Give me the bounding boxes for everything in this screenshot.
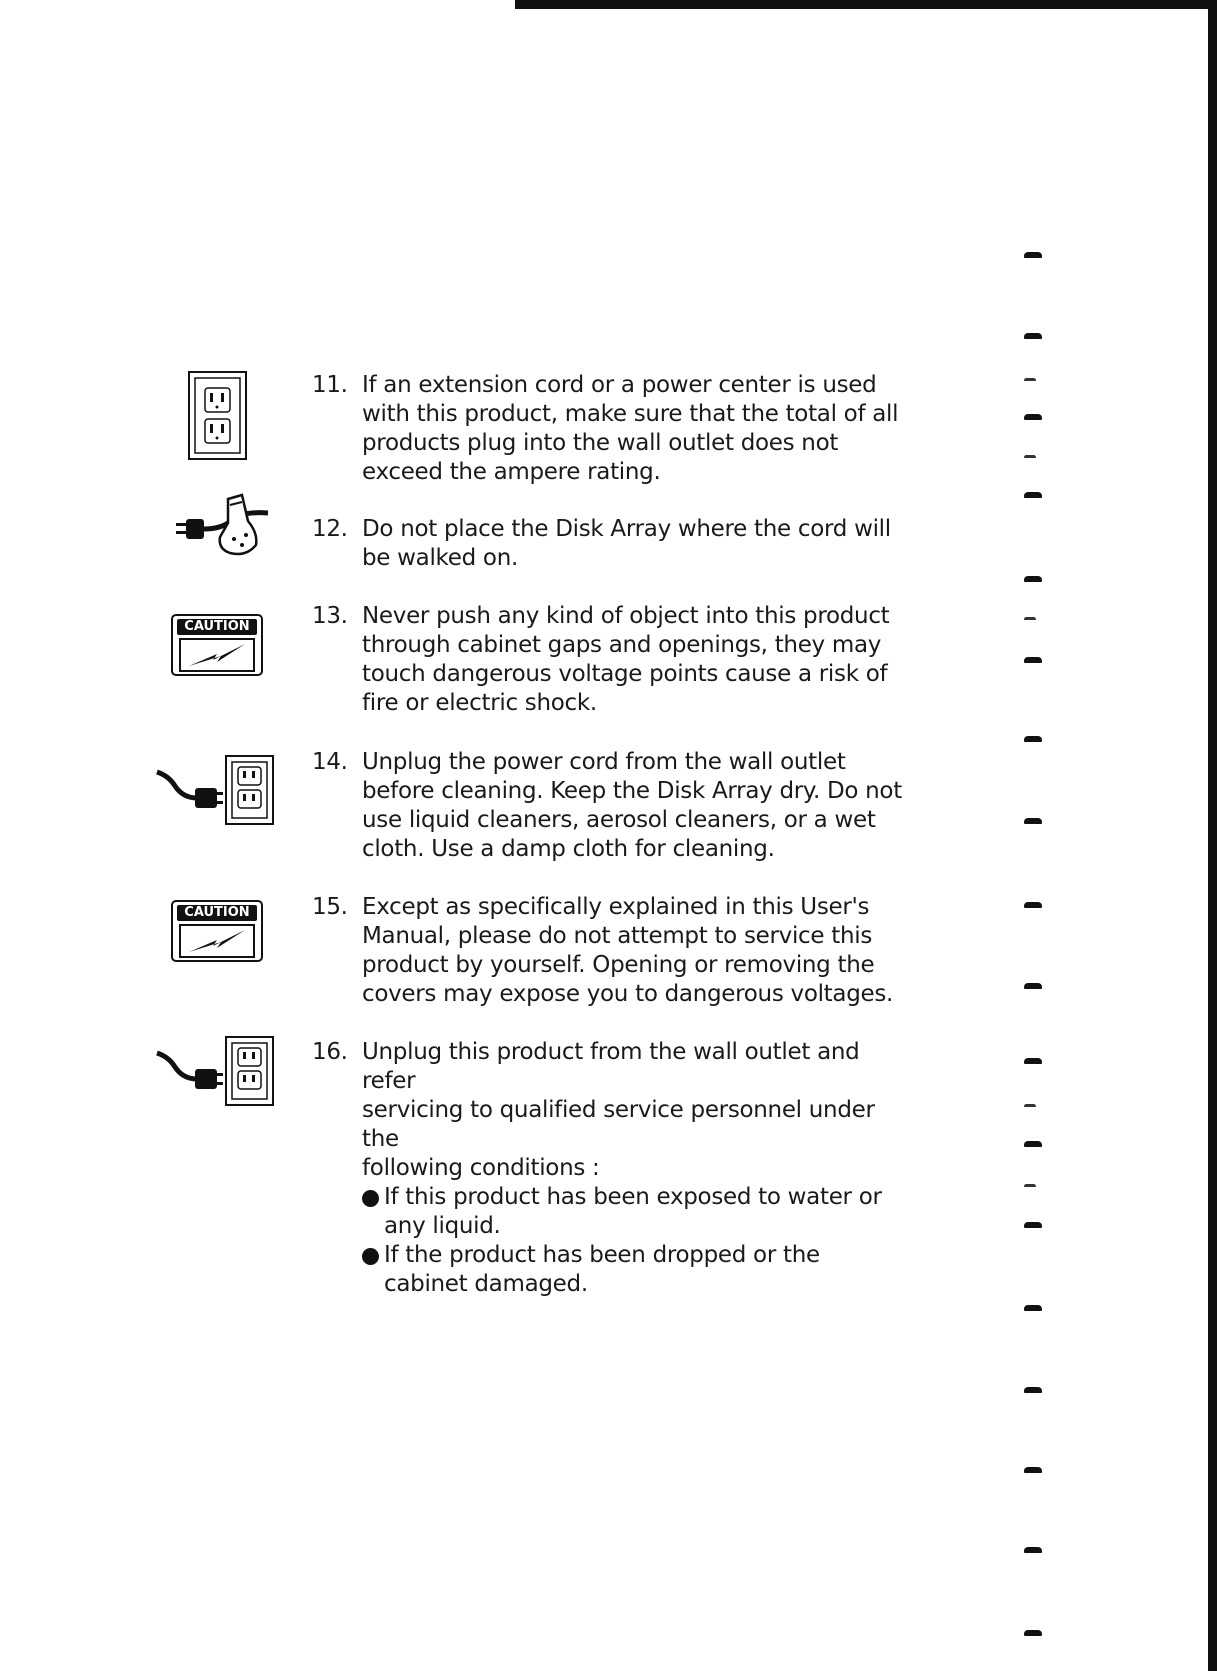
page-top-border <box>515 0 1217 9</box>
item-line: before cleaning. Keep the Disk Array dry. Do not <box>362 778 902 804</box>
item-number: 14. <box>312 749 348 775</box>
caution-shock-icon <box>171 900 263 962</box>
caution-label: CAUTION <box>177 619 257 635</box>
item-line: following conditions : <box>362 1155 600 1181</box>
caution-shock-icon <box>171 614 263 676</box>
item-line: use liquid cleaners, aerosol cleaners, or a wet <box>362 807 876 833</box>
item-line: products plug into the wall outlet does not <box>362 430 839 456</box>
unplug-outlet-icon <box>155 754 275 830</box>
item-line: Unplug the power cord from the wall outlet <box>362 749 846 775</box>
item-line: Do not place the Disk Array where the cord will <box>362 516 891 542</box>
unplug-outlet-icon <box>155 1035 275 1111</box>
wall-outlet-icon <box>188 371 247 464</box>
item-line: fire or electric shock. <box>362 690 597 716</box>
safety-item-11 <box>312 371 912 487</box>
condition-bullet <box>362 1183 912 1241</box>
safety-item-16 <box>312 1038 912 1299</box>
item-line: Unplug this product from the wall outlet and refer <box>362 1039 860 1094</box>
item-line: Manual, please do not attempt to service this <box>362 923 873 949</box>
safety-item-15 <box>312 893 912 1009</box>
item-line: product by yourself. Opening or removing the <box>362 952 875 978</box>
cord-step-icon <box>176 493 272 567</box>
item-line: touch dangerous voltage points cause a risk of <box>362 661 888 687</box>
item-number: 12. <box>312 516 348 542</box>
item-line: be walked on. <box>362 545 518 571</box>
bullet-dot-icon <box>362 1190 379 1207</box>
item-number: 15. <box>312 894 348 920</box>
item-line: with this product, make sure that the total of all <box>362 401 899 427</box>
item-line: cloth. Use a damp cloth for cleaning. <box>362 836 775 862</box>
safety-item-14 <box>312 748 912 864</box>
condition-line: If the product has been dropped or the <box>384 1242 820 1268</box>
lightning-bolt-icon <box>187 642 247 668</box>
caution-label: CAUTION <box>177 905 257 921</box>
item-number: 16. <box>312 1039 348 1065</box>
item-line: servicing to qualified service personnel under the <box>362 1097 875 1152</box>
condition-line: If this product has been exposed to water or <box>384 1184 882 1210</box>
safety-item-13 <box>312 602 912 718</box>
item-line: Except as specifically explained in this User's <box>362 894 870 920</box>
condition-bullet <box>362 1241 912 1299</box>
condition-line: any liquid. <box>384 1213 501 1239</box>
item-line: Never push any kind of object into this product <box>362 603 890 629</box>
condition-line: cabinet damaged. <box>384 1271 588 1297</box>
bullet-dot-icon <box>362 1248 379 1265</box>
item-line: through cabinet gaps and openings, they may <box>362 632 882 658</box>
lightning-bolt-icon <box>187 928 247 954</box>
item-line: covers may expose you to dangerous voltages. <box>362 981 894 1007</box>
item-line: exceed the ampere rating. <box>362 459 661 485</box>
safety-item-12 <box>312 515 912 573</box>
item-number: 11. <box>312 372 348 398</box>
item-number: 13. <box>312 603 348 629</box>
page-right-border <box>1208 0 1217 1671</box>
item-line: If an extension cord or a power center is used <box>362 372 877 398</box>
